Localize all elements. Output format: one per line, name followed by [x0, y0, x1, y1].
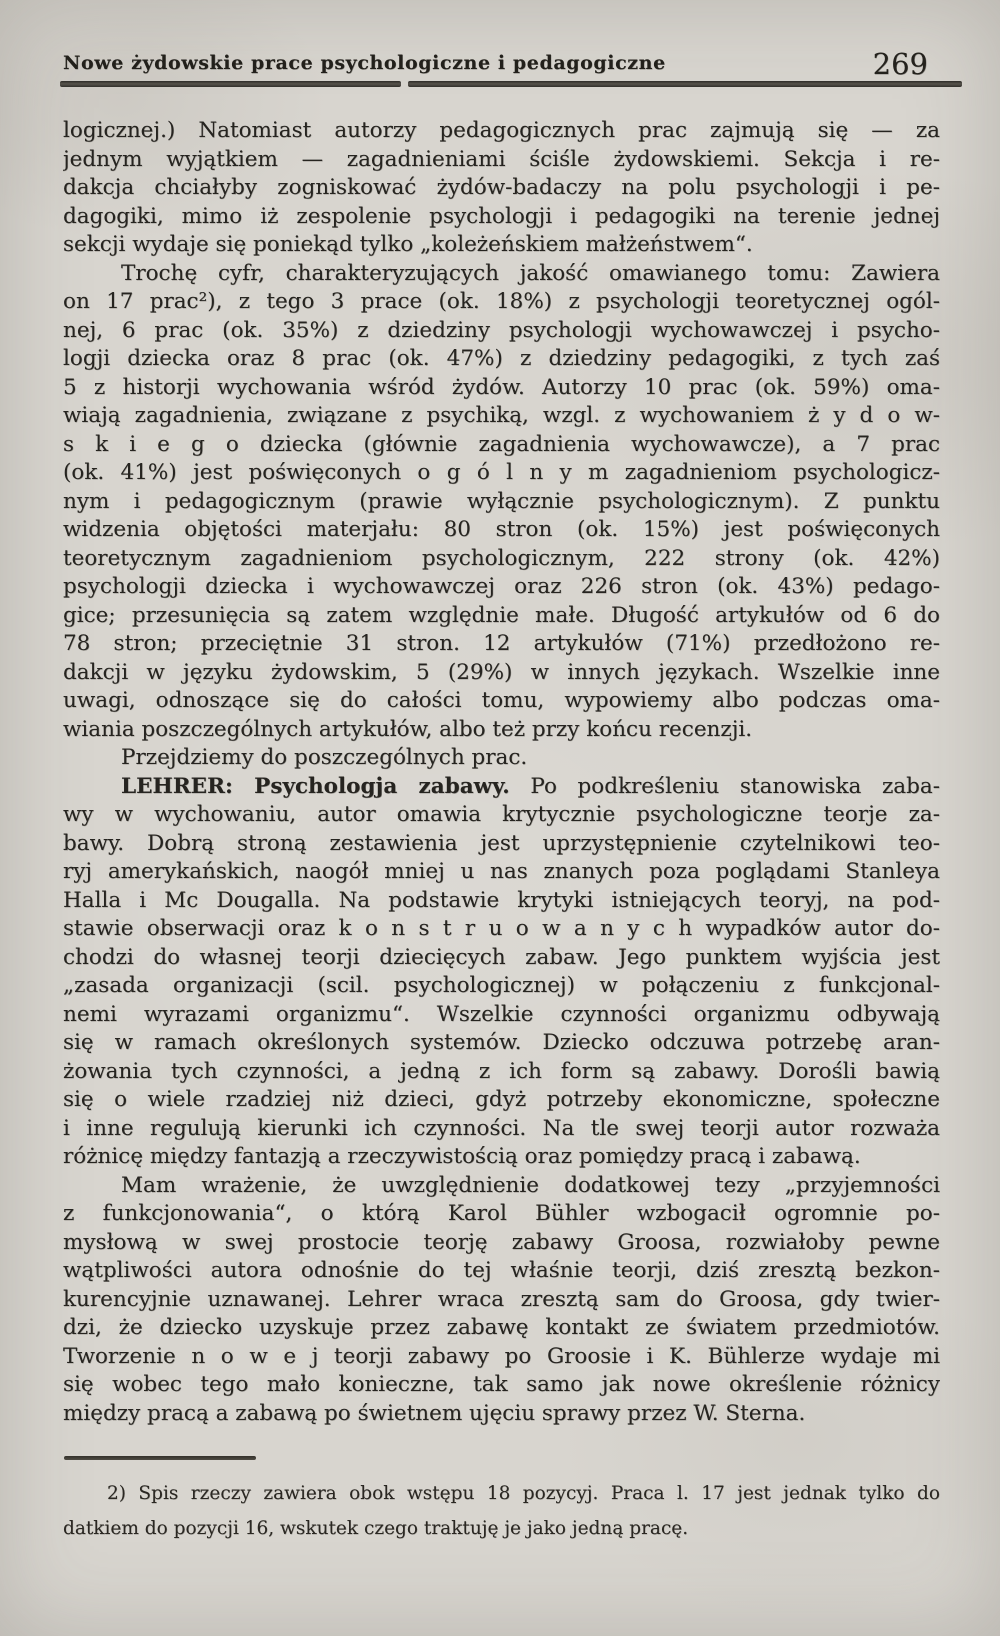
- text-line: logicznej.) Natomiast autorzy pedagogicznych prac zajmują się — za: [63, 118, 940, 143]
- header-rule-right-segment: [408, 81, 962, 87]
- text-line: logji dziecka oraz 8 prac (ok. 47%) z dziedziny pedagogiki, z tych zaś: [63, 346, 940, 371]
- text-line: różnicę między fantazją a rzeczywistością oraz pomiędzy pracą i zabawą.: [63, 1144, 861, 1169]
- text-line: „zasada organizacji (scil. psychologicznej) w połączeniu z funkcjonal-: [63, 973, 940, 998]
- text-line: wiają zagadnienia, związane z psychiką, wzgl. z wychowaniem ż y d o w-: [63, 403, 940, 428]
- text-line: się w ramach określonych systemów. Dziecko odczuwa potrzebę aran-: [63, 1030, 940, 1055]
- text-line: jednym wyjątkiem — zagadnieniami ściśle żydowskiemi. Sekcja i re-: [63, 146, 940, 172]
- text-line: stawie obserwacji oraz k o n s t r u o w a n y c h wypadków autor do-: [63, 916, 940, 941]
- text-line: Przejdziemy do poszczególnych prac.: [121, 745, 528, 770]
- text-line: sekcji wydaje się poniekąd tylko „koleżeńskiem małżeństwem“.: [63, 232, 753, 257]
- text-line: ryj amerykańskich, naogół mniej u nas znanych poza poglądami Stanleya: [63, 859, 940, 884]
- text-line: się wobec tego mało konieczne, tak samo jak nowe określenie różnicy: [63, 1372, 940, 1397]
- text-line: wątpliwości autora odnośnie do tej właśnie teorji, dziś zresztą bezkon-: [63, 1258, 940, 1283]
- paragraph-transition: [63, 744, 940, 773]
- text-line: kurencyjnie uznawanej. Lehrer wraca zresztą sam do Groosa, gdy twier-: [63, 1286, 940, 1312]
- text-line: (ok. 41%) jest poświęconych o g ó l n y m zagadnieniom psychologicz-: [63, 460, 940, 485]
- article-body: [63, 117, 940, 1428]
- text-line: teoretycznym zagadnieniom psychologicznym, 222 strony (ok. 42%): [63, 545, 940, 571]
- text-line: nemi wyrazami organizmu“. Wszelkie czynności organizmu odbywają: [63, 1001, 940, 1027]
- running-header-title: Nowe żydowskie prace psychologiczne i pedagogiczne: [63, 52, 666, 74]
- text-line: 78 stron; przeciętnie 31 stron. 12 artykułów (71%) przedłożono re-: [63, 631, 940, 656]
- paragraph-reviewer-opinion: [63, 1172, 940, 1429]
- text-line: między pracą a zabawą po świetnem ujęciu sprawy przez W. Sterna.: [63, 1400, 806, 1426]
- text-line: s k i e g o dziecka (głównie zagadnienia wychowawcze), a 7 prac: [63, 431, 940, 457]
- header-rule-left-segment: [60, 81, 401, 87]
- text-span: Po podkreśleniu stanowiska zaba-: [530, 773, 940, 799]
- footnote-line: datkiem do pozycji 16, wskutek czego traktuję je jako jedną pracę.: [63, 1518, 689, 1539]
- text-line: 5 z historji wychowania wśród żydów. Autorzy 10 prac (ok. 59%) oma-: [63, 374, 940, 400]
- text-line: wiania poszczególnych artykułów, albo też przy końcu recenzji.: [63, 716, 753, 742]
- text-line: gice; przesunięcia są zatem względnie małe. Długość artykułów od 6 do: [63, 602, 940, 628]
- page-number: 269: [872, 47, 928, 81]
- header-rule: [60, 81, 962, 88]
- text-line: Tworzenie n o w e j teorji zabawy po Groosie i K. Bühlerze wydaje mi: [63, 1343, 940, 1369]
- footnote-line: 2) Spis rzeczy zawiera obok wstępu 18 pozycyj. Praca l. 17 jest jednak tylko do: [107, 1483, 940, 1504]
- text-line: z funkcjonowania“, o którą Karol Bühler wzbogacił ogromnie po-: [63, 1201, 940, 1226]
- text-line: Halla i Mc Dougalla. Na podstawie krytyki istniejących teoryj, na pod-: [63, 887, 940, 913]
- text-line: wy w wychowaniu, autor omawia krytycznie psychologiczne teorje za-: [63, 802, 940, 827]
- text-line: nej, 6 prac (ok. 35%) z dziedziny psychologji wychowawczej i psycho-: [63, 317, 940, 343]
- text-line: się o wiele rzadziej niż dzieci, gdyż potrzeby ekonomiczne, społeczne: [63, 1087, 940, 1112]
- text-line: on 17 prac²), z tego 3 prace (ok. 18%) z psychologji teoretycznej ogól-: [63, 289, 940, 314]
- text-line: dakcja chciałyby zogniskować żydów-badaczy na polu psychologji i pe-: [63, 175, 940, 200]
- text-line: i inne regulują kierunki ich czynności. Na tle swej teorji autor rozważa: [63, 1115, 940, 1141]
- text-line: widzenia objętości materjału: 80 stron (ok. 15%) jest poświęconych: [63, 517, 940, 542]
- text-line: uwagi, odnoszące się do całości tomu, wypowiemy albo podczas oma-: [63, 688, 940, 713]
- reviewed-work-title: LEHRER: Psychologja zabawy.: [121, 773, 510, 799]
- text-line: bawy. Dobrą stroną zestawienia jest uprzystępnienie czytelnikowi teo-: [63, 830, 940, 856]
- text-line: psychologji dziecka i wychowawczej oraz 226 stron (ok. 43%) pedago-: [63, 574, 940, 599]
- paragraph-statistics: [63, 260, 940, 745]
- paragraph-lehrer-review: [63, 773, 940, 1172]
- text-line: dzi, że dziecko uzyskuje przez zabawę kontakt ze światem przedmiotów.: [63, 1315, 940, 1340]
- text-line: żowania tych czynności, a jedną z ich form są zabawy. Dorośli bawią: [63, 1058, 940, 1084]
- footnote-separator-rule: [64, 1456, 256, 1460]
- footnote: [63, 1476, 940, 1546]
- running-header: [63, 42, 928, 81]
- text-line: Mam wrażenie, że uwzględnienie dodatkowej tezy „przyjemności: [121, 1172, 940, 1198]
- text-line: [63, 773, 940, 802]
- text-line: nym i pedagogicznym (prawie wyłącznie psychologicznym). Z punktu: [63, 488, 940, 514]
- paragraph-continuation: [63, 117, 940, 260]
- text-line: mysłową w swej prostocie teorję zabawy Groosa, rozwiałoby pewne: [63, 1229, 940, 1255]
- text-line: dakcji w języku żydowskim, 5 (29%) w innych językach. Wszelkie inne: [63, 659, 940, 685]
- text-line: dagogiki, mimo iż zespolenie psychologji i pedagogiki na terenie jednej: [63, 203, 940, 229]
- text-line: chodzi do własnej teorji dziecięcych zabaw. Jego punktem wyjścia jest: [63, 944, 940, 970]
- text-line: Trochę cyfr, charakteryzujących jakość omawianego tomu: Zawiera: [121, 260, 940, 286]
